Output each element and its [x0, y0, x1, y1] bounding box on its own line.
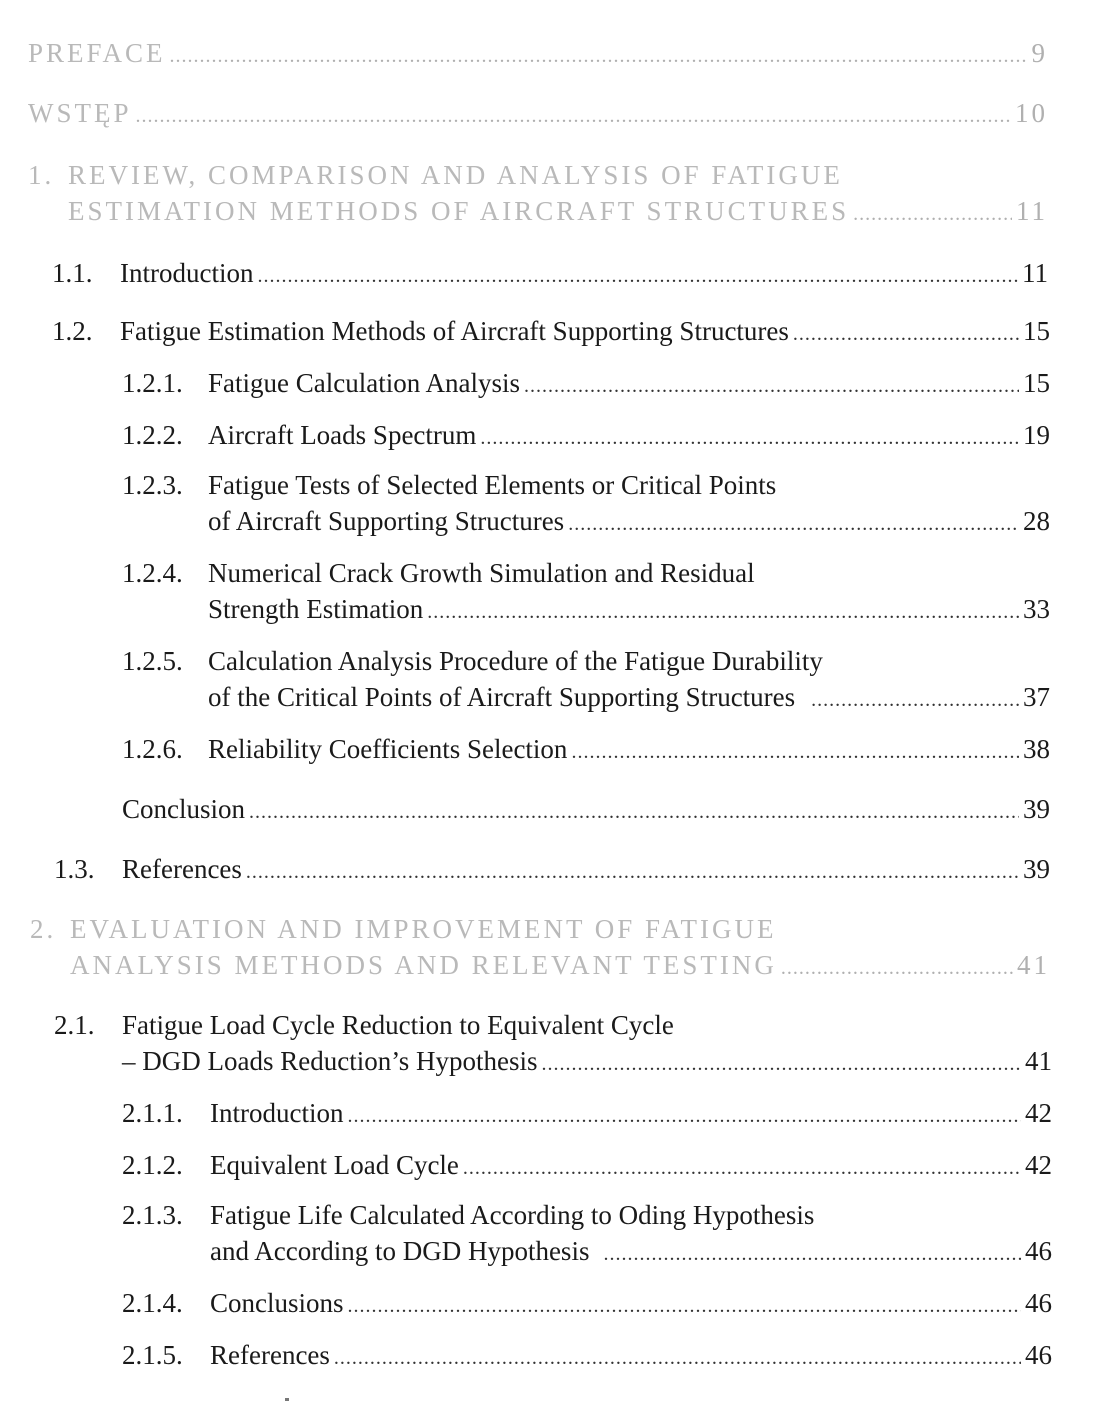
toc-number: 2.1.3. — [122, 1200, 183, 1230]
toc-number: 1.2.6. — [122, 734, 183, 764]
toc-title: Reliability Coefficients Selection — [208, 734, 568, 764]
dot-leader — [170, 39, 1028, 73]
dot-leader — [246, 855, 1019, 889]
dot-leader — [568, 507, 1019, 541]
toc-number: 1.2. — [52, 316, 93, 346]
toc-number: 2.1.4. — [122, 1288, 183, 1318]
toc-number: 1.2.3. — [122, 470, 183, 500]
toc-number: 2.1.5. — [122, 1340, 183, 1370]
toc-title-line-2: of Aircraft Supporting Structures — [208, 506, 565, 536]
toc-page-number: 42 — [1025, 1150, 1052, 1180]
toc-page-number: 46 — [1025, 1288, 1052, 1318]
dot-leader — [463, 1151, 1021, 1185]
toc-number: 1.2.4. — [122, 558, 183, 588]
toc-page-number: 38 — [1023, 734, 1050, 764]
toc-title-line-2: and According to DGD Hypothesis — [210, 1236, 590, 1266]
toc-page-number: 39 — [1023, 794, 1050, 824]
toc-page-number: 15 — [1023, 316, 1050, 346]
dot-leader — [811, 683, 1019, 717]
toc-page-number: 10 — [1015, 98, 1048, 128]
toc-title: PREFACE — [28, 38, 166, 68]
toc-title-line-1: Numerical Crack Growth Simulation and Residual — [208, 558, 755, 588]
toc-title-line-2: – DGD Loads Reduction’s Hypothesis — [122, 1046, 538, 1076]
dot-leader — [524, 369, 1019, 403]
dot-leader — [249, 795, 1019, 829]
toc-title-line-2: of the Critical Points of Aircraft Supporting Structures — [208, 682, 796, 712]
toc-title: REVIEW, COMPARISON AND ANALYSIS OF FATIGUE — [68, 160, 843, 190]
toc-title-line-2 — [68, 194, 1048, 231]
dot-leader — [480, 421, 1019, 455]
toc-page-number: 11 — [1022, 258, 1048, 288]
toc-number: 1.2.1. — [122, 368, 183, 398]
dot-leader — [257, 259, 1018, 293]
toc-number: 1.3. — [54, 854, 95, 884]
toc-page-number: 39 — [1023, 854, 1050, 884]
toc-title: Conclusions — [210, 1288, 344, 1318]
toc-page-number: 41 — [1025, 1046, 1052, 1076]
toc-title-line-1: Fatigue Load Cycle Reduction to Equivalent Cycle — [122, 1010, 674, 1040]
toc-title: Conclusion — [122, 794, 246, 824]
toc-page-number: 42 — [1025, 1098, 1052, 1128]
toc-page-number: 46 — [1025, 1340, 1052, 1370]
dot-leader — [136, 99, 1011, 133]
toc-title-line-1 — [68, 158, 843, 192]
dot-leader — [781, 951, 1013, 985]
toc-number: 2. — [30, 914, 57, 944]
toc-number: 2.1.1. — [122, 1098, 183, 1128]
dot-leader — [347, 1099, 1021, 1133]
toc-page-number: 9 — [1031, 38, 1048, 68]
toc-number: 1.2.5. — [122, 646, 183, 676]
dot-leader — [541, 1047, 1021, 1081]
toc-title: Aircraft Loads Spectrum — [208, 420, 477, 450]
toc-entry-wstep[interactable] — [28, 96, 1048, 133]
toc-title: Equivalent Load Cycle — [210, 1150, 459, 1180]
toc-title-line-2 — [70, 948, 1050, 985]
dot-leader — [603, 1237, 1021, 1271]
toc-page-number: 33 — [1023, 594, 1050, 624]
toc-page-number: 41 — [1017, 950, 1050, 980]
dot-leader — [427, 595, 1019, 629]
scan-speck — [285, 1398, 289, 1401]
toc-title: ESTIMATION METHODS OF AIRCRAFT STRUCTURES — [68, 196, 850, 226]
toc-page-number: 28 — [1023, 506, 1050, 536]
toc-page-number: 46 — [1025, 1236, 1052, 1266]
dot-leader — [853, 197, 1012, 231]
toc-title-line-2: Strength Estimation — [208, 594, 424, 624]
toc-title: WSTĘP — [28, 98, 132, 128]
toc-title: References — [210, 1340, 330, 1370]
toc-title-line-1: Calculation Analysis Procedure of the Fatigue Durability — [208, 646, 823, 676]
toc-number: 1.1. — [52, 258, 93, 288]
toc-page-number: 37 — [1023, 682, 1050, 712]
toc-title: Introduction — [210, 1098, 344, 1128]
toc-number: 2.1.2. — [122, 1150, 183, 1180]
toc-number: 1. — [28, 160, 55, 190]
toc-title: References — [122, 854, 242, 884]
toc-page-number: 15 — [1023, 368, 1050, 398]
toc-title: EVALUATION AND IMPROVEMENT OF FATIGUE — [70, 914, 777, 944]
toc-title-line-1 — [70, 912, 777, 946]
dot-leader — [348, 1289, 1021, 1323]
dot-leader — [793, 317, 1019, 351]
dot-leader — [334, 1341, 1021, 1375]
toc-title: Fatigue Estimation Methods of Aircraft Supporting Structures — [120, 316, 789, 346]
toc-number: 2.1. — [54, 1010, 95, 1040]
toc-page-number: 11 — [1016, 196, 1048, 226]
toc-number: 1.2.2. — [122, 420, 183, 450]
toc-title-line-1: Fatigue Tests of Selected Elements or Critical Points — [208, 470, 777, 500]
toc-page-number: 19 — [1023, 420, 1050, 450]
toc-title-line-1: Fatigue Life Calculated According to Oding Hypothesis — [210, 1200, 815, 1230]
dot-leader — [571, 735, 1019, 769]
toc-title: Introduction — [120, 258, 254, 288]
toc-entry-preface[interactable] — [28, 36, 1048, 73]
toc-title: Fatigue Calculation Analysis — [208, 368, 520, 398]
toc-title: ANALYSIS METHODS AND RELEVANT TESTING — [70, 950, 777, 980]
